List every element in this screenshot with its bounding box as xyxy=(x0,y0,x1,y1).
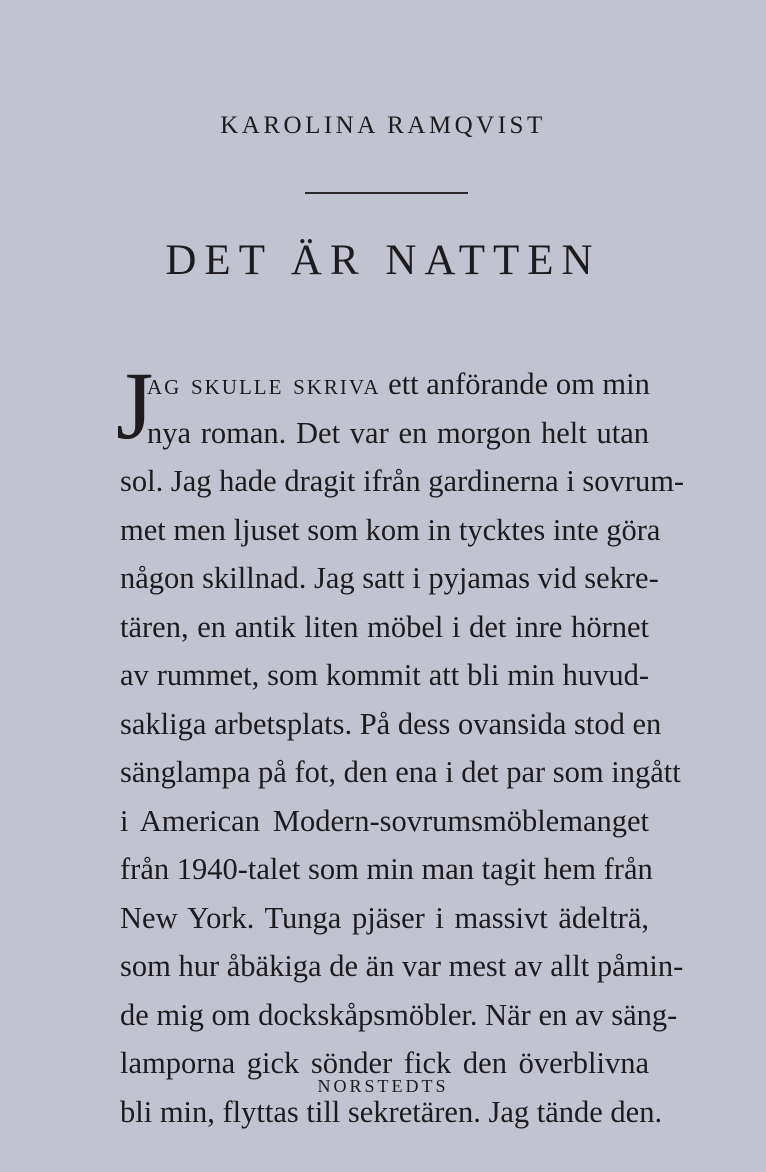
excerpt-line-text: ett anförande om min xyxy=(388,367,650,401)
excerpt-line: de mig om dockskåpsmöbler. När en av säng- xyxy=(120,997,678,1032)
author-name: KAROLINA RAMQVIST xyxy=(220,112,546,139)
excerpt-line: sänglampa på fot, den ena i det par som ingått xyxy=(120,755,681,789)
excerpt-line: sol. Jag hade dragit ifrån gardinerna i sovrum- xyxy=(120,464,685,498)
small-caps-opening: ag skulle skriva xyxy=(147,367,381,401)
divider-rule xyxy=(305,192,468,194)
excerpt-line: i American Modern-sovrumsmöblemanget xyxy=(120,803,649,838)
excerpt-line: någon skillnad. Jag satt i pyjamas vid sekre- xyxy=(120,561,659,595)
excerpt-line: som hur åbäkiga de än var mest av allt påmin- xyxy=(120,949,684,983)
excerpt-line: lamporna gick sönder fick den överblivna xyxy=(120,1046,649,1080)
book-title: DET ÄR NATTEN xyxy=(165,237,601,284)
excerpt-line xyxy=(147,360,649,409)
excerpt-line: nya roman. Det var en morgon helt utan xyxy=(147,415,649,450)
excerpt-line: bli min, flyttas till sekretären. Jag tände den. xyxy=(120,1094,663,1129)
excerpt-text xyxy=(116,352,685,1136)
excerpt-line: tären, en antik liten möbel i det inre hörnet xyxy=(120,609,649,644)
excerpt-line: av rummet, som kommit att bli min huvud- xyxy=(120,658,649,692)
excerpt-line: sakliga arbetsplats. På dess ovansida stod en xyxy=(120,706,662,741)
drop-cap: J xyxy=(116,352,154,459)
excerpt-line: från 1940-talet som min man tagit hem från xyxy=(120,852,653,886)
publisher-name: NORSTEDTS xyxy=(317,1076,449,1096)
excerpt-line: New York. Tunga pjäser i massivt ädelträ, xyxy=(120,900,649,935)
excerpt-line: met men ljuset som kom in tycktes inte göra xyxy=(120,512,661,547)
